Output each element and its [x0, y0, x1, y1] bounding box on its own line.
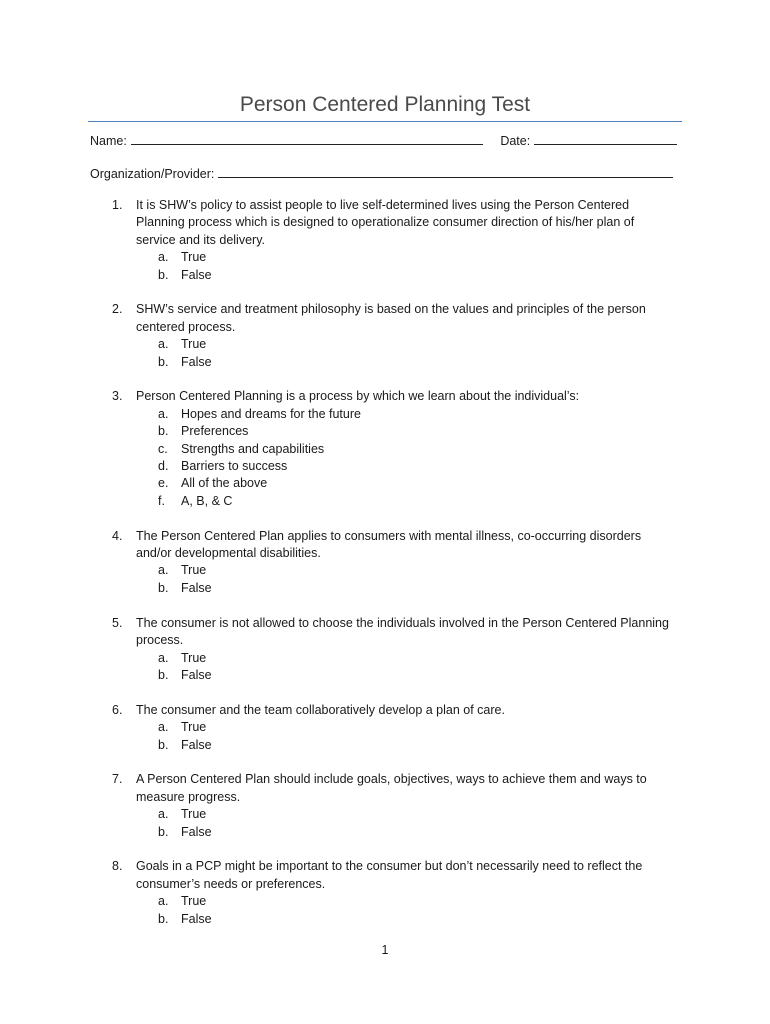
option-text: False: [181, 580, 212, 595]
question-item: [106, 388, 676, 510]
organization-blank[interactable]: [218, 165, 673, 178]
option-letter: c.: [158, 441, 168, 456]
option-text: False: [181, 737, 212, 752]
question-item: [106, 702, 676, 754]
date-label: Date:: [500, 134, 531, 148]
answer-option[interactable]: [136, 719, 676, 736]
option-text: True: [181, 720, 207, 735]
organization-label: Organization/Provider:: [90, 167, 215, 181]
answer-option[interactable]: [136, 354, 676, 371]
option-letter: a.: [158, 650, 169, 665]
question-item: [106, 301, 676, 371]
option-text: False: [181, 354, 212, 369]
question-item: [106, 771, 676, 841]
answer-option[interactable]: [136, 475, 676, 492]
option-letter: a.: [158, 807, 169, 822]
option-letter: a.: [158, 894, 169, 909]
answer-option[interactable]: [136, 580, 676, 597]
question-item: [106, 197, 676, 284]
question-text: The consumer is not allowed to choose the individuals involved in the Person Centered Planning process.: [136, 615, 669, 648]
option-letter: a.: [158, 250, 169, 265]
question-text: Person Centered Planning is a process by which we learn about the individual’s:: [136, 389, 580, 404]
option-text: Strengths and capabilities: [181, 441, 325, 456]
option-letter: a.: [158, 720, 169, 735]
answer-option[interactable]: [136, 650, 676, 667]
question-text: Goals in a PCP might be important to the consumer but don’t necessarily need to reflect the consumer’s needs or preferences.: [136, 859, 643, 891]
question-item: [106, 615, 676, 685]
option-text: All of the above: [181, 476, 268, 491]
name-date-row: [90, 132, 677, 149]
answer-option[interactable]: [136, 423, 676, 440]
question-number: 2.: [112, 302, 123, 317]
option-letter: a.: [158, 563, 169, 578]
option-letter: e.: [158, 476, 169, 491]
answer-option[interactable]: [136, 737, 676, 754]
option-letter: f.: [158, 493, 165, 508]
option-letter: a.: [158, 406, 169, 421]
question-number: 3.: [112, 389, 123, 404]
name-blank[interactable]: [131, 132, 483, 145]
option-text: A, B, & C: [181, 493, 233, 508]
option-letter: b.: [158, 667, 169, 682]
question-number: 5.: [112, 615, 123, 630]
option-letter: b.: [158, 737, 169, 752]
option-letter: b.: [158, 354, 169, 369]
option-letter: d.: [158, 459, 169, 474]
option-text: Preferences: [181, 424, 249, 439]
option-text: False: [181, 911, 212, 926]
option-letter: a.: [158, 337, 169, 352]
question-item: [106, 528, 676, 598]
answer-option[interactable]: [136, 893, 676, 910]
answer-option[interactable]: [136, 911, 676, 928]
option-text: True: [181, 337, 207, 352]
question-text: The Person Centered Plan applies to consumers with mental illness, co-occurring disorders and/or developmental disabilities.: [136, 528, 642, 561]
option-text: True: [181, 650, 207, 665]
name-label: Name:: [90, 134, 127, 148]
question-number: 6.: [112, 702, 123, 717]
answer-option[interactable]: [136, 458, 676, 475]
question-list: [106, 197, 676, 945]
answer-option[interactable]: [136, 493, 676, 510]
answer-option[interactable]: [136, 562, 676, 579]
option-text: True: [181, 807, 207, 822]
answer-option[interactable]: [136, 667, 676, 684]
page-title: Person Centered Planning Test: [239, 93, 531, 116]
answer-option[interactable]: [136, 249, 676, 266]
option-text: True: [181, 894, 207, 909]
answer-option[interactable]: [136, 406, 676, 423]
answer-option[interactable]: [136, 824, 676, 841]
option-text: Barriers to success: [181, 459, 288, 474]
question-text: A Person Centered Plan should include goals, objectives, ways to achieve them and ways to measure progress.: [136, 772, 647, 804]
option-text: Hopes and dreams for the future: [181, 406, 361, 421]
option-text: False: [181, 267, 212, 282]
page-number: 1: [381, 943, 389, 957]
option-text: True: [181, 563, 207, 578]
option-text: False: [181, 667, 212, 682]
option-letter: b.: [158, 580, 169, 595]
question-number: 7.: [112, 772, 123, 787]
answer-option[interactable]: [136, 336, 676, 353]
option-letter: b.: [158, 911, 169, 926]
answer-option[interactable]: [136, 441, 676, 458]
organization-row: [90, 165, 673, 182]
answer-option[interactable]: [136, 267, 676, 284]
question-number: 1.: [112, 198, 123, 212]
question-text: SHW’s service and treatment philosophy is based on the values and principles of the person centered process.: [136, 302, 646, 334]
option-text: False: [181, 824, 212, 839]
option-text: True: [181, 250, 207, 265]
question-text: It is SHW’s policy to assist people to live self-determined lives using the Person Centered Planning process which is designed to operationalize consumer direction of his/her plan of service and its delivery.: [136, 198, 635, 247]
date-blank[interactable]: [534, 132, 677, 145]
option-letter: b.: [158, 424, 169, 439]
option-letter: b.: [158, 267, 169, 282]
option-letter: b.: [158, 824, 169, 839]
question-number: 4.: [112, 528, 123, 543]
question-item: [106, 858, 676, 928]
title-underline: [88, 121, 682, 122]
question-number: 8.: [112, 859, 123, 874]
answer-option[interactable]: [136, 806, 676, 823]
question-text: The consumer and the team collaboratively develop a plan of care.: [136, 702, 505, 717]
